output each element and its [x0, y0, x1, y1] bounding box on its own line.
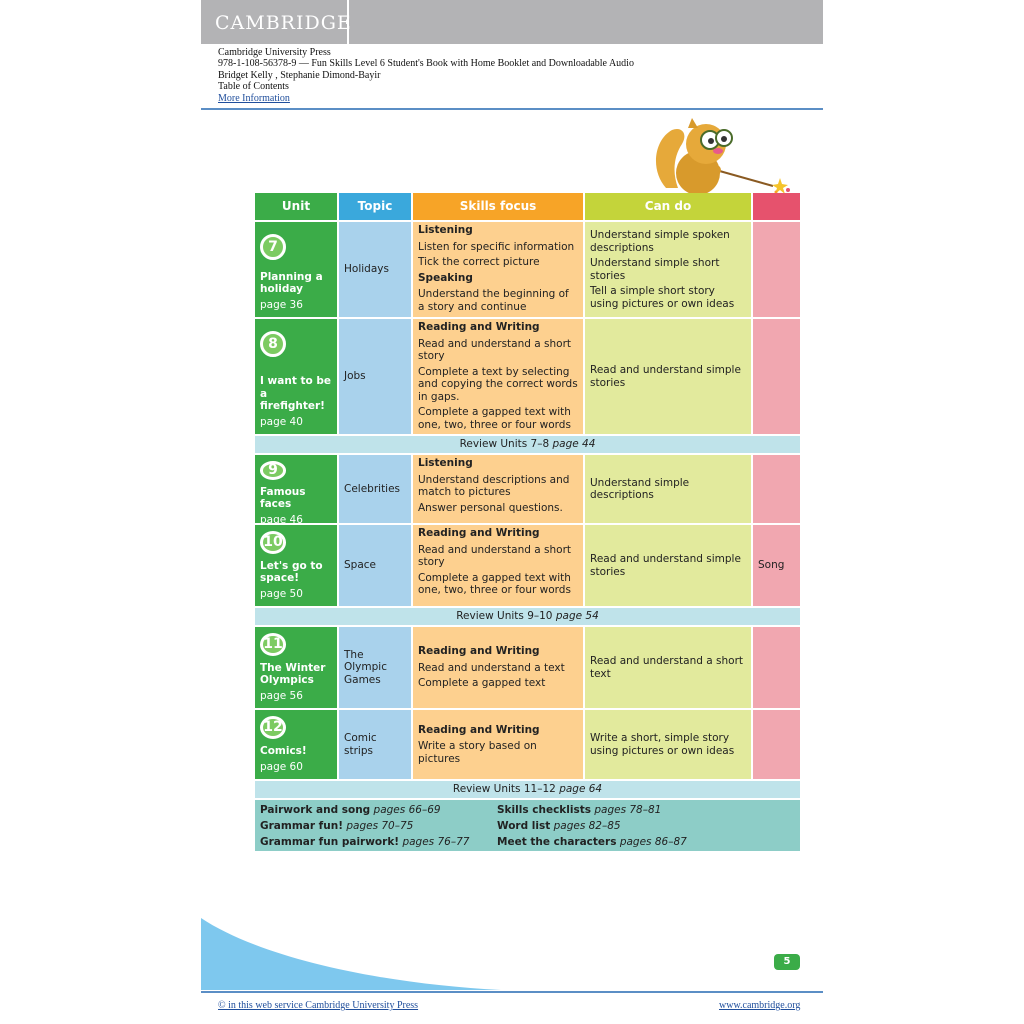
can-do-cell [585, 525, 753, 608]
website-link[interactable]: www.cambridge.org [719, 1000, 801, 1011]
decorative-wave [201, 918, 823, 992]
unit-page: page 56 [260, 689, 303, 702]
unit-page: page 60 [260, 760, 303, 773]
squirrel-mascot-icon [648, 118, 798, 196]
can-do-item: Write a short, simple story using pictures or own ideas [590, 732, 735, 757]
extra-cell [753, 319, 800, 436]
skill-heading: Reading and Writing [418, 527, 540, 539]
brand-logo: CAMBRIDGE [215, 12, 352, 34]
unit-page: page 36 [260, 298, 303, 311]
skill-item: Complete a gapped text [418, 677, 546, 690]
unit-number-badge: 9 [260, 461, 286, 480]
unit-title: Famous faces [260, 485, 306, 510]
table-row [255, 222, 800, 319]
extras-item [260, 834, 497, 850]
extras-pages: pages 86–87 [619, 836, 687, 848]
skill-item: Read and understand a short story [418, 337, 571, 362]
skills-cell [413, 319, 585, 436]
extras-title: Word list [497, 820, 551, 832]
unit-cell [255, 627, 339, 710]
can-do-item: Read and understand a short text [590, 655, 743, 680]
skill-item: Tick the correct picture [418, 256, 540, 268]
table-header-row [255, 193, 800, 222]
extras-title: Grammar fun pairwork! [260, 836, 400, 848]
meta-section: Table of Contents [218, 81, 289, 93]
page-number-badge: 5 [774, 954, 800, 970]
extras-section [255, 800, 800, 851]
topic-cell: Jobs [339, 319, 413, 436]
table-row [255, 525, 800, 608]
review-row [255, 781, 800, 800]
table-row [255, 319, 800, 436]
skills-cell [413, 627, 585, 710]
more-information-link[interactable]: More Information [218, 92, 290, 104]
copyright-link[interactable]: © in this web service Cambridge University Press [218, 1000, 419, 1011]
review-row [255, 436, 800, 455]
skill-item: Write a story based on pictures [418, 740, 537, 765]
header-divider [201, 108, 823, 110]
review-page: page 44 [552, 438, 596, 450]
unit-title: Let's go to space! [260, 559, 323, 584]
can-do-cell [585, 222, 753, 319]
skills-cell [413, 710, 585, 781]
can-do-item: Read and understand simple stories [590, 364, 741, 389]
can-do-cell [585, 455, 753, 525]
unit-number-badge: 11 [260, 633, 286, 656]
unit-title: I want to be a firefighter! [260, 375, 332, 412]
topic-cell: The Olympic Games [339, 627, 413, 710]
can-do-cell [585, 319, 753, 436]
unit-page: page 50 [260, 587, 303, 600]
skill-item: Read and understand a text [418, 661, 565, 674]
extras-item [497, 834, 734, 850]
review-label: Review Units 9–10 [456, 610, 553, 622]
unit-title: Comics! [260, 745, 307, 757]
skill-heading: Reading and Writing [418, 645, 540, 658]
skill-item: Complete a gapped text with one, two, three or four words [418, 406, 571, 431]
skill-item: Complete a gapped text with one, two, three or four words [418, 571, 571, 596]
skill-item: Understand the beginning of a story and continue [418, 288, 569, 313]
review-page: page 64 [559, 783, 603, 795]
unit-cell [255, 319, 339, 436]
header-can-do: Can do [585, 193, 753, 222]
can-do-item: Tell a simple short story using pictures or own ideas [590, 285, 735, 310]
can-do-item: Understand simple short stories [590, 257, 720, 282]
header-unit: Unit [255, 193, 339, 222]
header-skills-focus: Skills focus [413, 193, 585, 222]
skill-item: Understand descriptions and match to pictures [418, 473, 570, 498]
skill-item: Read and understand a short story [418, 543, 571, 568]
can-do-cell [585, 710, 753, 781]
review-page: page 54 [555, 610, 599, 622]
skills-cell [413, 222, 585, 319]
extras-pages: pages 78–81 [594, 804, 662, 816]
extra-cell: Song [753, 525, 800, 608]
meta-authors: Bridget Kelly , Stephanie Dimond-Bayir [218, 69, 381, 81]
table-of-contents [255, 193, 800, 851]
topic-cell: Comic strips [339, 710, 413, 781]
unit-page: page 40 [260, 415, 303, 428]
unit-number-badge: 10 [260, 531, 286, 554]
unit-cell [255, 222, 339, 319]
extras-left-column [260, 802, 497, 849]
footer-divider [201, 991, 823, 993]
skill-heading: Reading and Writing [418, 723, 540, 736]
topic-cell: Holidays [339, 222, 413, 319]
extra-cell [753, 710, 800, 781]
extras-title: Meet the characters [497, 836, 617, 848]
can-do-item: Understand simple descriptions [590, 476, 690, 501]
unit-title: The Winter Olympics [260, 661, 326, 686]
table-row [255, 710, 800, 781]
extras-item [260, 802, 497, 818]
unit-title: Planning a holiday [260, 270, 323, 295]
skills-cell [413, 455, 585, 525]
topic-cell: Space [339, 525, 413, 608]
skill-heading: Reading and Writing [418, 321, 540, 333]
review-label: Review Units 11–12 [452, 783, 556, 795]
table-row [255, 455, 800, 525]
extras-right-column [497, 802, 734, 849]
meta-publisher: Cambridge University Press [218, 47, 331, 58]
unit-number-badge: 8 [260, 331, 286, 357]
can-do-item: Understand simple spoken descriptions [590, 229, 730, 254]
unit-number-badge: 12 [260, 716, 286, 739]
unit-cell [255, 710, 339, 781]
extras-item [497, 802, 734, 818]
extras-pages: pages 76–77 [402, 836, 470, 848]
book-metadata [218, 47, 634, 104]
skill-heading: Listening [418, 457, 473, 469]
topic-cell: Celebrities [339, 455, 413, 525]
header-topic: Topic [339, 193, 413, 222]
extras-item [260, 818, 497, 834]
skills-cell [413, 525, 585, 608]
unit-cell [255, 525, 339, 608]
extras-title: Pairwork and song [260, 804, 371, 816]
extras-pages: pages 82–85 [553, 820, 621, 832]
skill-item: Complete a text by selecting and copying the correct words in gaps. [418, 365, 578, 403]
extras-pages: pages 66–69 [373, 804, 441, 816]
unit-cell [255, 455, 339, 525]
header-extra [753, 193, 800, 222]
skill-heading: Listening [418, 224, 473, 236]
extras-item [497, 818, 734, 834]
review-label: Review Units 7–8 [459, 438, 550, 450]
unit-page: page 46 [260, 513, 303, 526]
extra-cell [753, 455, 800, 525]
skill-item: Listen for specific information [418, 240, 575, 253]
can-do-cell [585, 627, 753, 710]
review-row [255, 608, 800, 627]
meta-isbn-title: 978-1-108-56378-9 — Fun Skills Level 6 Student's Book with Home Booklet and Downloadable Audio [218, 58, 634, 70]
extras-title: Skills checklists [497, 804, 591, 816]
extras-title: Grammar fun! [260, 820, 343, 832]
extra-cell [753, 222, 800, 319]
extra-cell [753, 627, 800, 710]
unit-number-badge: 7 [260, 234, 286, 260]
extras-pages: pages 70–75 [346, 820, 414, 832]
can-do-item: Read and understand simple stories [590, 553, 741, 578]
table-row [255, 627, 800, 710]
skill-item: Answer personal questions. [418, 501, 563, 514]
skill-heading: Speaking [418, 271, 473, 284]
